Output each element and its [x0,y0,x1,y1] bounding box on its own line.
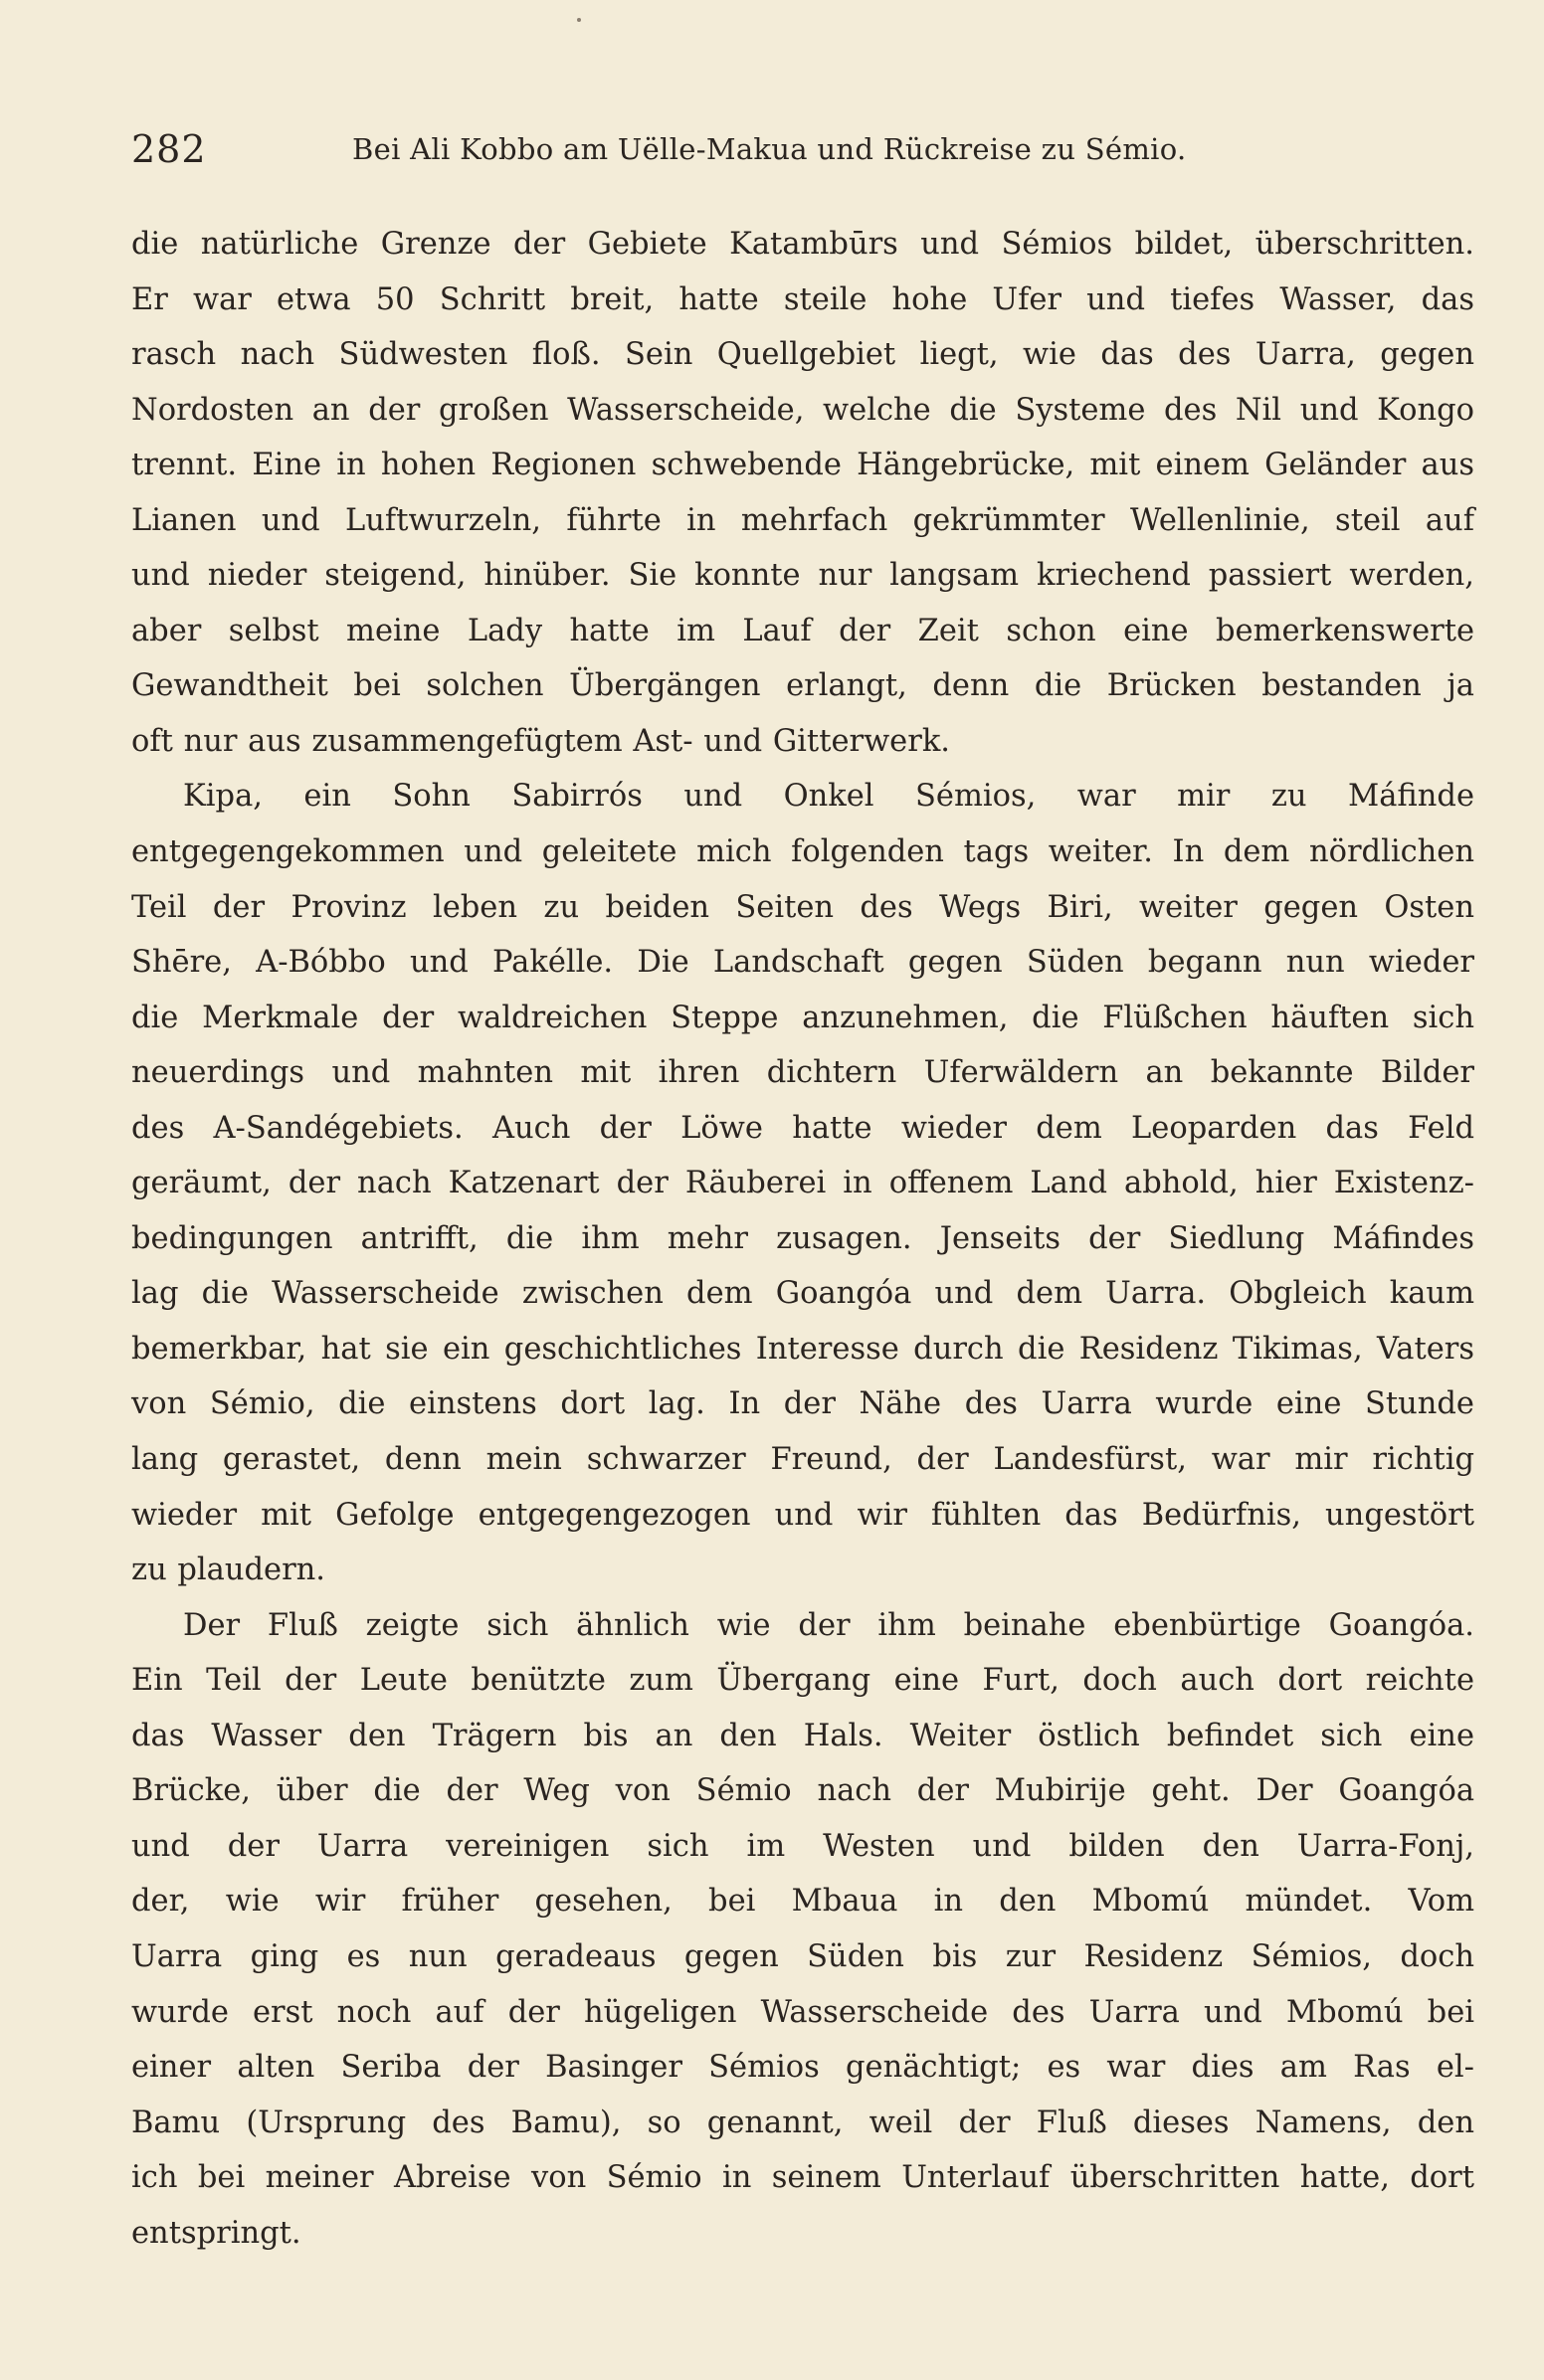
text-line: rasch nach Südwesten floß. Sein Quellgebiet liegt, wie das des Uarra, gegen [131,337,1474,373]
text-line: Er war etwa 50 Schritt breit, hatte steile hohe Ufer und tiefes Wasser, das [131,281,1474,317]
text-line: wurde erst noch auf der hügeligen Wasserscheide des Uarra und Mbomú bei [131,1994,1474,2030]
text-line: Gewandtheit bei solchen Übergängen erlangt, denn die Brücken bestanden ja [131,668,1474,704]
text-line: Uarra ging es nun geradeaus gegen Süden bis zur Residenz Sémios, doch [131,1938,1474,1974]
text-line: aber selbst meine Lady hatte im Lauf der Zeit schon eine bemerkenswerte [131,613,1474,648]
page-number: 282 [131,127,207,171]
text-line: und nieder steigend, hinüber. Sie konnte nur langsam kriechend passiert werden, [131,558,1474,594]
text-line: neuerdings und mahnten mit ihren dichtern Uferwäldern an bekannte Bilder [131,1055,1474,1091]
text-line: von Sémio, die einstens dort lag. In der Nähe des Uarra wurde eine Stunde [131,1386,1474,1422]
text-line: zu plaudern. [131,1553,326,1588]
text-line: ich bei meiner Abreise von Sémio in seinem Unterlauf überschritten hatte, dort [131,2160,1474,2196]
running-head: Bei Ali Kobbo am Uëlle-Makua und Rückreise zu Sémio. [352,132,1187,166]
text-line: wieder mit Gefolge entgegengezogen und wir fühlten das Bedürfnis, ungestört [131,1497,1474,1533]
text-line: Ein Teil der Leute benützte zum Übergang eine Furt, doch auch dort reichte [131,1663,1474,1699]
text-line: lag die Wasserscheide zwischen dem Goangóa und dem Uarra. Obgleich kaum [131,1276,1474,1312]
text-line: des A-Sandégebiets. Auch der Löwe hatte wieder dem Leoparden das Feld [131,1110,1474,1146]
text-line: der, wie wir früher gesehen, bei Mbaua in den Mbomú mündet. Vom [131,1884,1474,1920]
text-line: bedingungen antrifft, die ihm mehr zusagen. Jenseits der Siedlung Máfindes [131,1220,1474,1256]
page-header [131,121,1275,177]
text-line: Bamu (Ursprung des Bamu), so genannt, weil der Fluß dieses Namens, den [131,2105,1474,2140]
text-line: die Merkmale der waldreichen Steppe anzunehmen, die Flüßchen häuften sich [131,1000,1474,1035]
text-line: bemerkbar, hat sie ein geschichtliches Interesse durch die Residenz Tikimas, Vaters [131,1331,1474,1367]
text-line: und der Uarra vereinigen sich im Westen und bilden den Uarra-Fonj, [131,1828,1474,1864]
text-line: Kipa, ein Sohn Sabirrós und Onkel Sémios, war mir zu Máfinde [183,779,1474,815]
paragraph [131,217,1474,769]
text-line: Teil der Provinz leben zu beiden Seiten des Wegs Biri, weiter gegen Osten [131,889,1474,925]
text-line: das Wasser den Trägern bis an den Hals. Weiter östlich befindet sich eine [131,1718,1474,1753]
text-line: Brücke, über die der Weg von Sémio nach der Mubirije geht. Der Goangóa [131,1773,1474,1809]
text-line: Shēre, A-Bóbbo und Pakélle. Die Landschaft gegen Süden begann nun wieder [131,945,1474,981]
text-line: Lianen und Luftwurzeln, führte in mehrfach gekrümmter Wellenlinie, steil auf [131,502,1474,538]
body-text [131,217,1474,2261]
paragraph [131,1598,1474,2262]
text-line: Der Fluß zeigte sich ähnlich wie der ihm beinahe ebenbürtige Goangóa. [183,1607,1474,1643]
text-line: Nordosten an der großen Wasserscheide, welche die Systeme des Nil und Kongo [131,392,1474,428]
text-line: die natürliche Grenze der Gebiete Katambūrs und Sémios bildet, überschritten. [131,227,1474,262]
text-line: geräumt, der nach Katzenart der Räuberei in offenem Land abhold, hier Existenz- [131,1166,1474,1201]
text-line: oft nur aus zusammengefügtem Ast- und Gitterwerk. [131,723,950,759]
text-line: entgegengekommen und geleitete mich folgenden tags weiter. In dem nördlichen [131,834,1474,870]
text-line: entspringt. [131,2215,301,2251]
text-line: lang gerastet, denn mein schwarzer Freund, der Landesfürst, war mir richtig [131,1442,1474,1478]
paragraph [131,769,1474,1597]
text-line: trennt. Eine in hohen Regionen schwebende Hängebrücke, mit einem Geländer aus [131,448,1474,483]
print-speck [577,18,581,22]
text-line: einer alten Seriba der Basinger Sémios genächtigt; es war dies am Ras el- [131,2050,1474,2086]
